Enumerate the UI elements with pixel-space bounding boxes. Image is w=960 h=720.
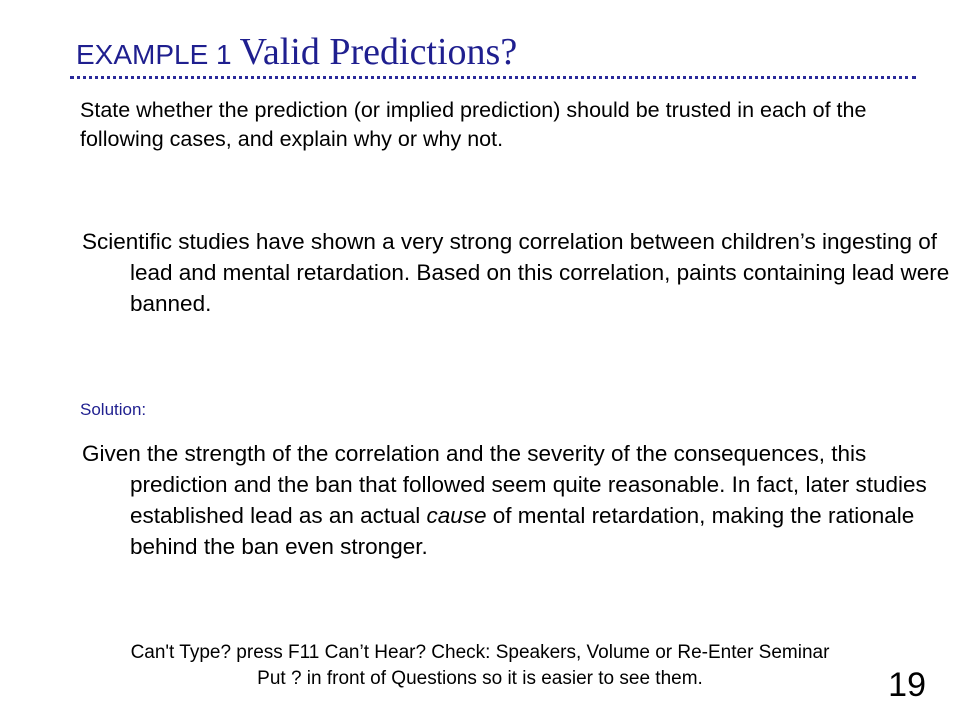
footer-line-2: Put ? in front of Questions so it is easier to see them. xyxy=(257,668,703,689)
intro-text: State whether the prediction (or implied prediction) should be trusted in each of the following cases, and explain why or why not. xyxy=(80,98,867,151)
solution-text-part-1: Given the strength of the correlation and the severity of the consequences, this prediction and the ban that followed seem quite reasonable. In fact, later studies established lead as an actual xyxy=(82,441,927,528)
footer-instructions xyxy=(20,640,940,692)
title-example-label: EXAMPLE 1 xyxy=(76,39,232,70)
solution-emphasis: cause xyxy=(426,503,487,528)
slide-title xyxy=(76,30,517,78)
solution-text xyxy=(82,438,950,562)
title-divider xyxy=(70,76,916,79)
page-number: 19 xyxy=(888,666,926,704)
solution-label: Solution: xyxy=(80,400,147,419)
solution-text-part-2: of mental retardation, making the rationale behind the ban even stronger. xyxy=(130,503,915,559)
title-heading: Valid Predictions? xyxy=(239,31,518,73)
footer-line-1: Can't Type? press F11 Can’t Hear? Check: Speakers, Volume or Re-Enter Seminar xyxy=(130,642,830,663)
problem-statement: Scientific studies have shown a very strong correlation between children’s ingesting of lead and mental retardation. Based on this correlation, paints containing lead were banned. xyxy=(82,229,950,316)
